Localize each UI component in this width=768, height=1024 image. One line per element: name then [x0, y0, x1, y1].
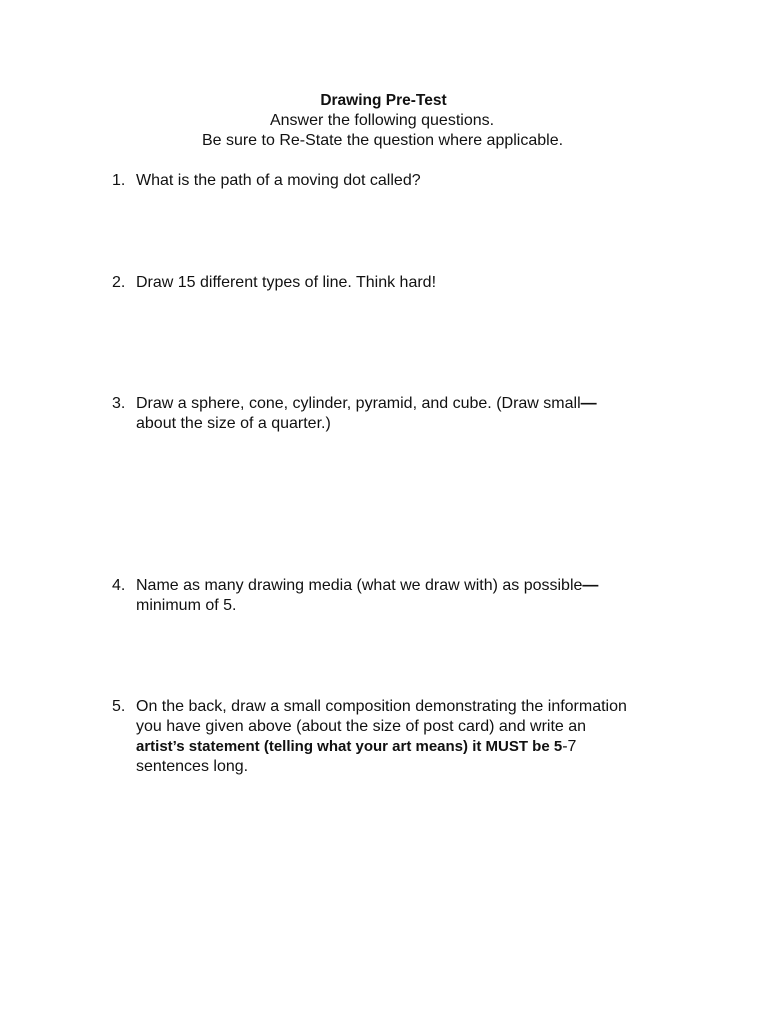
instructions-line-2: Be sure to Re-State the question where applicable.: [201, 132, 564, 149]
question-line-rest: -7: [562, 738, 577, 755]
question-1: [112, 171, 712, 191]
question-line-main: Name as many drawing media (what we draw with) as possible: [136, 577, 583, 594]
question-line-main: Draw a sphere, cone, cylinder, pyramid, and cube. (Draw small: [136, 395, 581, 412]
question-line: What is the path of a moving dot called?: [136, 172, 421, 189]
question-line: minimum of 5.: [136, 597, 237, 614]
question-line: On the back, draw a small composition demonstrating the information: [136, 698, 627, 715]
question-number: 2.: [112, 274, 126, 291]
question-line: sentences long.: [136, 758, 249, 775]
question-4: [112, 576, 712, 616]
question-line: [136, 576, 712, 596]
question-number: 1.: [112, 172, 126, 189]
question-text: [136, 576, 712, 616]
question-line: [136, 394, 712, 414]
question-5: [112, 697, 712, 777]
question-text: [136, 273, 712, 293]
question-line: Draw 15 different types of line. Think hard!: [136, 274, 437, 291]
question-number: 4.: [112, 577, 126, 594]
em-dash: —: [580, 395, 597, 412]
worksheet-header: [0, 91, 768, 151]
em-dash: —: [582, 577, 599, 594]
artist-statement-bold-text: artist’s statement (telling what your art means) it MUST be 5: [136, 738, 563, 755]
question-2: [112, 273, 712, 293]
question-text: [136, 394, 712, 434]
question-line: [136, 737, 712, 757]
question-line: you have given above (about the size of post card) and write an: [136, 718, 587, 735]
question-number: 3.: [112, 395, 126, 412]
question-text: [136, 171, 712, 191]
question-line: about the size of a quarter.): [136, 415, 331, 432]
question-text: [136, 697, 712, 777]
instructions-line-1: Answer the following questions.: [269, 112, 495, 129]
page-title: Drawing Pre-Test: [320, 92, 447, 109]
question-number: 5.: [112, 698, 126, 715]
question-3: [112, 394, 712, 434]
